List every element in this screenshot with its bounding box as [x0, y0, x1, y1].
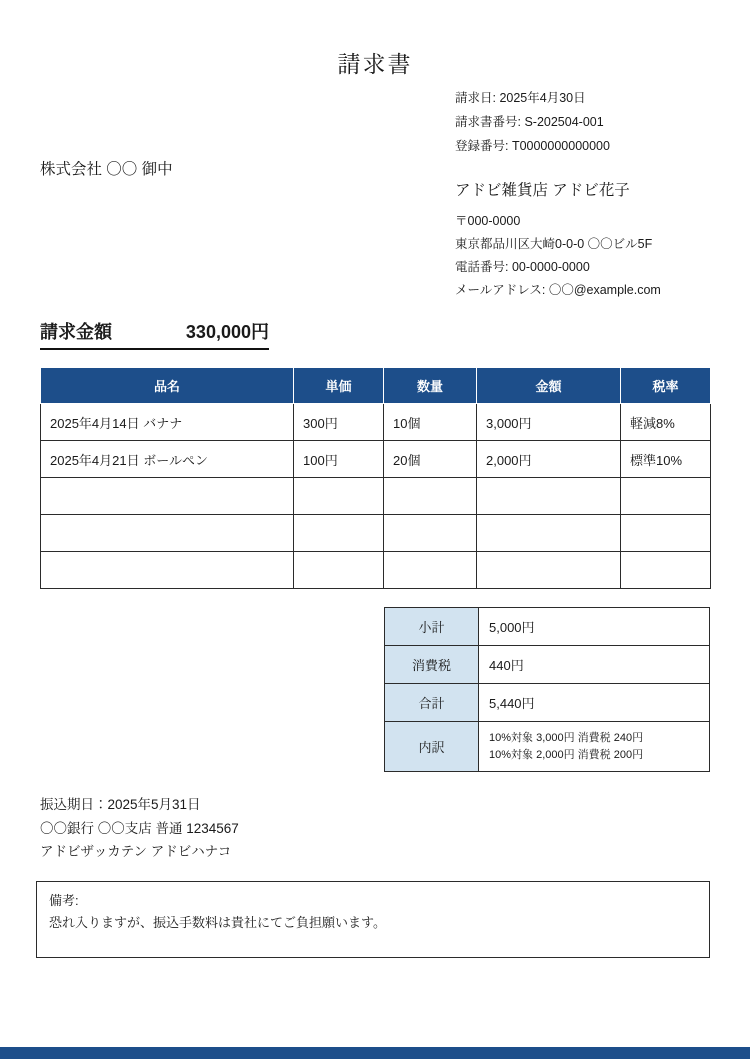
tax-row — [385, 646, 710, 684]
item-name-cell — [41, 515, 294, 552]
item-quantity-cell — [384, 515, 477, 552]
notes-label: 備考: — [49, 893, 79, 908]
tax-breakdown-value — [479, 722, 710, 772]
recipient-name: 株式会社 〇〇 御中 — [40, 161, 173, 178]
tax-breakdown-label: 内訳 — [385, 722, 479, 772]
subtotal-label: 小計 — [385, 608, 479, 646]
item-name-cell — [41, 478, 294, 515]
tax-breakdown-line: 10%対象 3,000円 消費税 240円 — [489, 731, 644, 744]
issuer-email: メールアドレス: 〇〇@example.com — [455, 283, 661, 297]
subtotal-value: 5,000円 — [479, 608, 710, 646]
item-name-cell: 2025年4月14日 バナナ — [41, 404, 294, 441]
notes-text: 恐れ入りますが、振込手数料は貴社にてご負担願います。 — [49, 915, 386, 930]
bank-account: 〇〇銀行 〇〇支店 普通 1234567 — [40, 820, 239, 836]
item-amount-cell: 2,000円 — [477, 441, 621, 478]
billed-amount-label: 請求金額 — [40, 322, 112, 342]
column-header-item-name: 品名 — [41, 368, 294, 404]
issuer-phone: 電話番号: 00-0000-0000 — [455, 260, 590, 274]
column-header-amount: 金額 — [477, 368, 621, 404]
billed-amount-value: 330,000円 — [185, 322, 269, 342]
item-unit-price-cell — [294, 552, 384, 589]
item-tax-rate-cell — [621, 478, 711, 515]
item-amount-cell — [477, 478, 621, 515]
invoice-meta — [455, 86, 610, 158]
total-label: 合計 — [385, 684, 479, 722]
item-tax-rate-cell: 軽減8% — [621, 404, 711, 441]
item-tax-rate-cell — [621, 552, 711, 589]
item-unit-price-cell — [294, 515, 384, 552]
summary-table — [384, 607, 710, 772]
item-row-empty — [41, 515, 711, 552]
item-name-cell — [41, 552, 294, 589]
issuer-postal-code: 〒000-0000 — [455, 214, 521, 228]
invoice-number: 請求書番号: S-202504-001 — [455, 115, 604, 129]
item-amount-cell — [477, 552, 621, 589]
footer-accent-bar — [0, 1047, 750, 1059]
item-unit-price-cell: 100円 — [294, 441, 384, 478]
item-row-empty — [41, 478, 711, 515]
registration-number: 登録番号: T0000000000000 — [455, 139, 610, 153]
tax-breakdown-row — [385, 722, 710, 772]
items-header-row — [41, 368, 711, 404]
total-value: 5,440円 — [479, 684, 710, 722]
billed-amount-line — [40, 318, 269, 350]
item-name-cell: 2025年4月21日 ボールペン — [41, 441, 294, 478]
column-header-quantity: 数量 — [384, 368, 477, 404]
invoice-issue-date: 請求日: 2025年4月30日 — [455, 91, 586, 105]
item-quantity-cell — [384, 478, 477, 515]
item-amount-cell: 3,000円 — [477, 404, 621, 441]
item-tax-rate-cell: 標準10% — [621, 441, 711, 478]
item-amount-cell — [477, 515, 621, 552]
item-quantity-cell: 10個 — [384, 404, 477, 441]
payment-info — [40, 793, 239, 864]
item-row — [41, 441, 711, 478]
item-quantity-cell — [384, 552, 477, 589]
item-unit-price-cell: 300円 — [294, 404, 384, 441]
issuer-address: 東京都品川区大崎0-0-0 〇〇ビル5F — [455, 237, 653, 251]
total-row — [385, 684, 710, 722]
item-quantity-cell: 20個 — [384, 441, 477, 478]
notes-box — [36, 881, 710, 958]
items-table — [40, 367, 711, 589]
issuer-name: アドビ雑貨店 アドビ花子 — [455, 182, 630, 199]
column-header-tax-rate: 税率 — [621, 368, 711, 404]
item-row — [41, 404, 711, 441]
tax-value: 440円 — [479, 646, 710, 684]
payment-due-date: 振込期日：2025年5月31日 — [40, 797, 201, 812]
item-row-empty — [41, 552, 711, 589]
item-tax-rate-cell — [621, 515, 711, 552]
item-unit-price-cell — [294, 478, 384, 515]
page-title: 請求書 — [337, 51, 413, 77]
tax-breakdown-line: 10%対象 2,000円 消費税 200円 — [489, 748, 644, 761]
column-header-unit-price: 単価 — [294, 368, 384, 404]
account-holder: アドビザッカテン アドビハナコ — [40, 844, 232, 859]
subtotal-row — [385, 608, 710, 646]
issuer-info — [455, 181, 661, 302]
tax-label: 消費税 — [385, 646, 479, 684]
